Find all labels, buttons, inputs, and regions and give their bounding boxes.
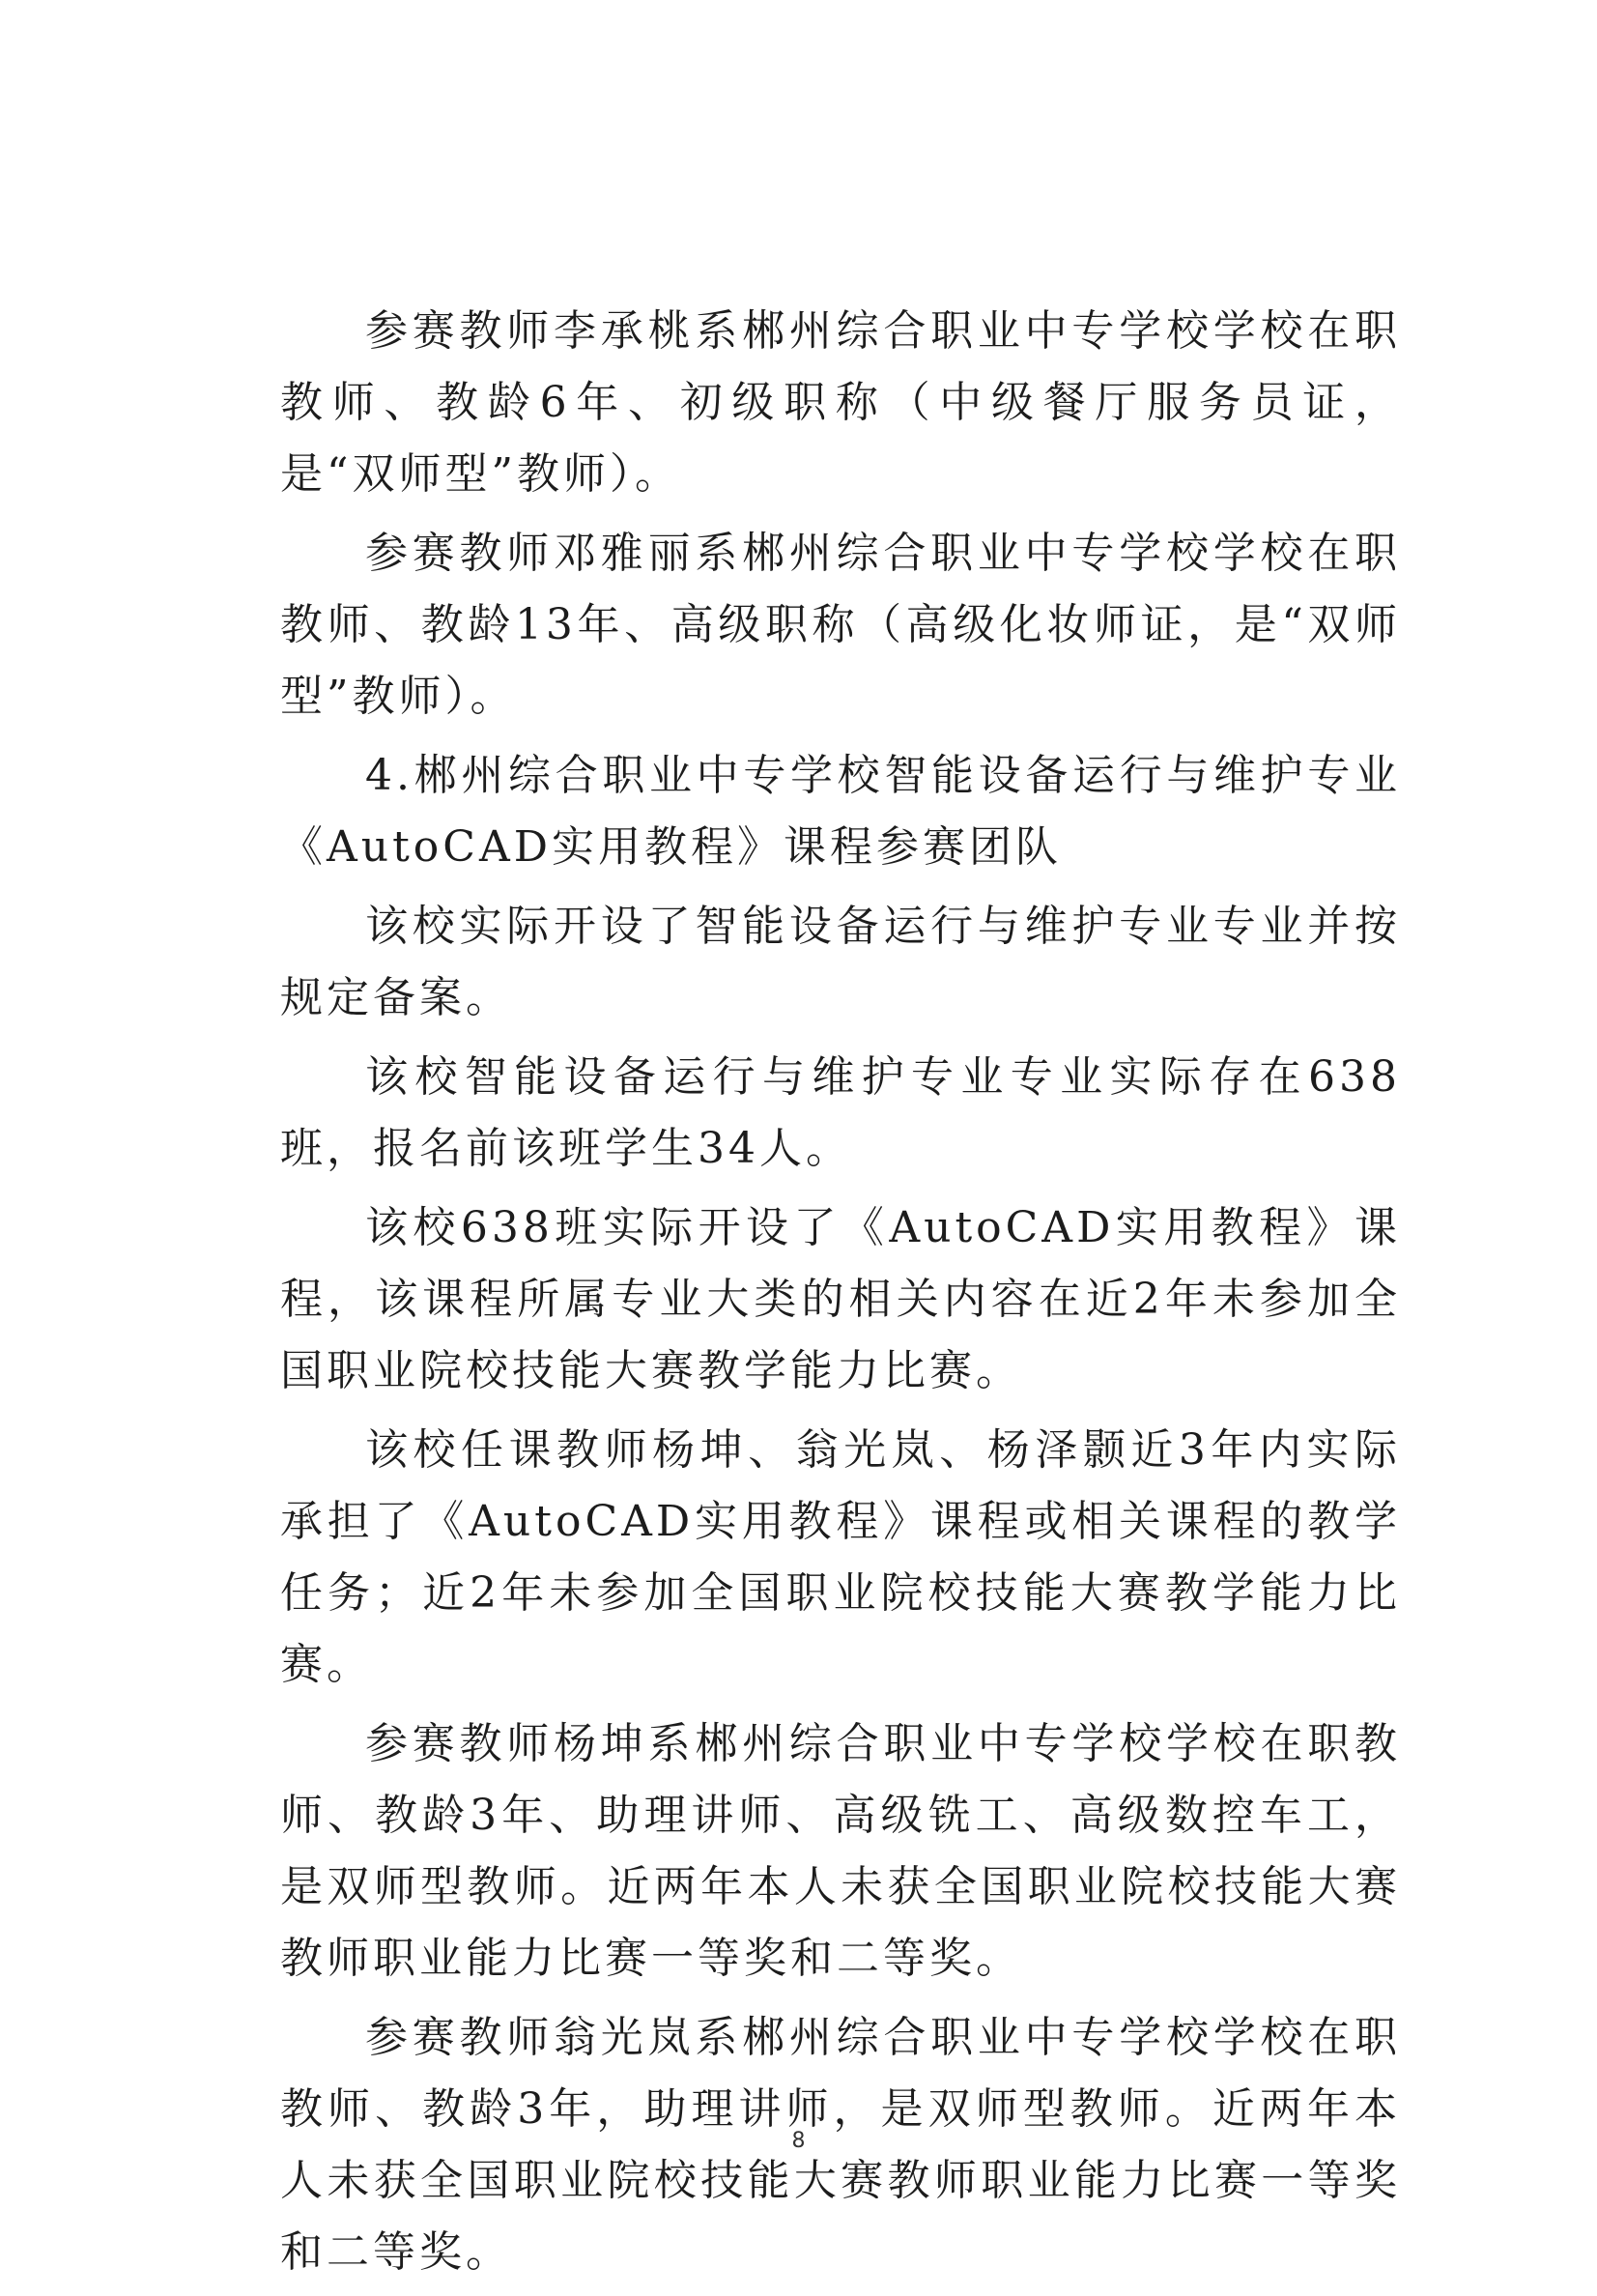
body-text [280, 296, 1401, 2296]
paragraph-major-setup: 该校实际开设了智能设备运行与维护专业专业并按规定备案。 [280, 902, 1401, 1022]
paragraph-class-638: 该校智能设备运行与维护专业专业实际存在638班，报名前该班学生34人。 [280, 1052, 1401, 1173]
paragraph-course-offered: 该校638班实际开设了《AutoCAD实用教程》课程，该课程所属专业大类的相关内容在近2年未参加全国职业院校技能大赛教学能力比赛。 [280, 1203, 1401, 1395]
page-number: 8 [791, 2129, 806, 2153]
paragraph-weng-guanglan: 参赛教师翁光岚系郴州综合职业中专学校学校在职教师、教龄3年，助理讲师，是双师型教师。近两年本人未获全国职业院校技能大赛教师职业能力比赛一等奖和二等奖。 [280, 2013, 1401, 2277]
paragraph-deng-yali: 参赛教师邓雅丽系郴州综合职业中专学校学校在职教师、教龄13年、高级职称（高级化妆师证，是“双师型”教师）。 [280, 529, 1401, 721]
section-heading-autocad-team: 4.郴州综合职业中专学校智能设备运行与维护专业《AutoCAD实用教程》课程参赛团队 [280, 751, 1401, 872]
paragraph-teachers-task: 该校任课教师杨坤、翁光岚、杨泽颢近3年内实际承担了《AutoCAD实用教程》课程或相关课程的教学任务；近2年未参加全国职业院校技能大赛教学能力比赛。 [280, 1425, 1401, 1689]
paragraph-li-chengtao: 参赛教师李承桃系郴州综合职业中专学校学校在职教师、教龄6年、初级职称（中级餐厅服务员证，是“双师型”教师）。 [280, 306, 1401, 499]
paragraph-yang-kun: 参赛教师杨坤系郴州综合职业中专学校学校在职教师、教龄3年、助理讲师、高级铣工、高级数控车工，是双师型教师。近两年本人未获全国职业院校技能大赛教师职业能力比赛一等奖和二等奖。 [280, 1719, 1401, 1983]
